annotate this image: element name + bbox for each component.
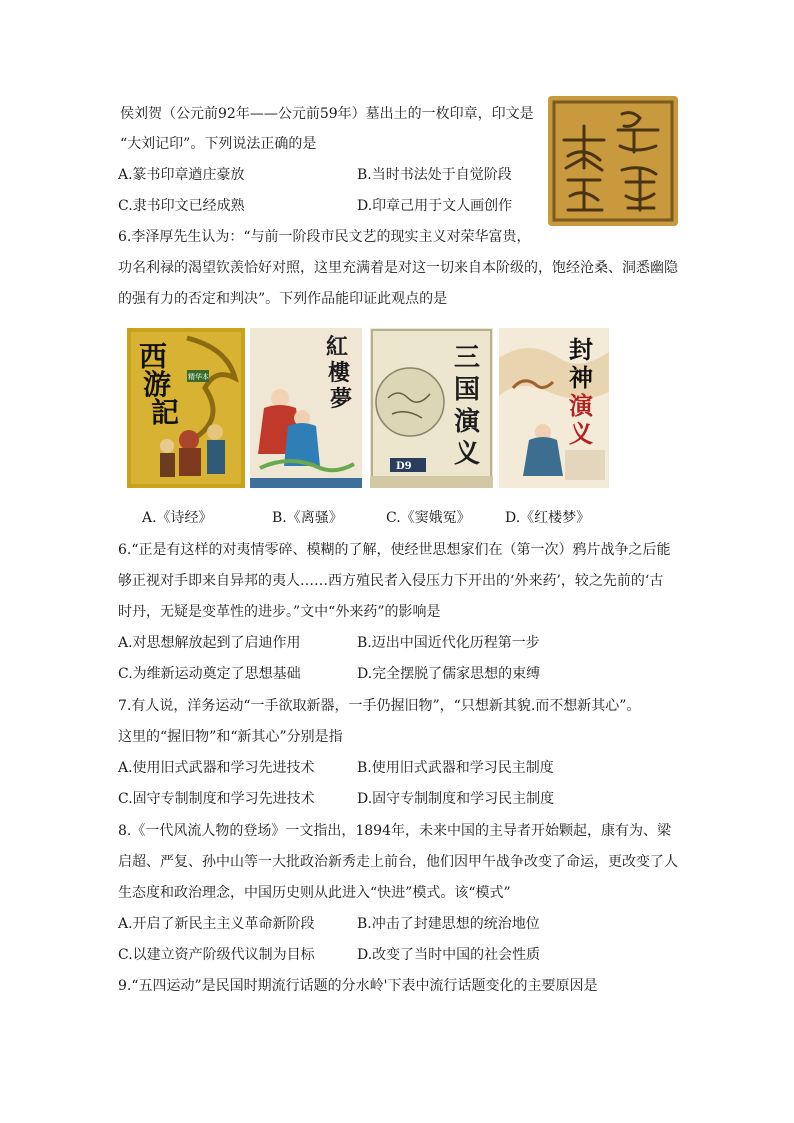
seal-image <box>548 96 678 226</box>
q5-option-a: A.篆书印章遒庄豪放 <box>118 167 245 183</box>
svg-text:紅: 紅 <box>326 334 349 360</box>
q8-option-b: B.冲击了封建思想的统治地位 <box>357 916 540 932</box>
svg-text:樓: 樓 <box>328 360 351 386</box>
cover-hongloumeng <box>250 328 362 488</box>
cover-fengshenyanyi <box>499 328 609 488</box>
q5-line-2: “大刘记印”。下列说法正确的是 <box>120 136 317 152</box>
q6b-option-a: A.对思想解放起到了启迪作用 <box>118 635 301 651</box>
q6a-option-b: B.《离骚》 <box>272 510 343 526</box>
svg-text:国: 国 <box>454 375 481 405</box>
svg-text:演: 演 <box>569 391 593 420</box>
q7-option-a: A.使用旧式武器和学习先进技术 <box>118 760 315 776</box>
svg-text:演: 演 <box>454 407 481 437</box>
q6b-option-b: B.迈出中国近代化历程第一步 <box>357 635 540 651</box>
svg-text:神: 神 <box>569 363 593 392</box>
q7-option-b: B.使用旧式武器和学习民主制度 <box>357 760 554 776</box>
q6a-option-d: D.《红楼梦》 <box>505 510 591 526</box>
q6a-line-3: 的强有力的否定和判决”。下列作品能印证此观点的是 <box>118 291 448 307</box>
q5-option-b: B.当时书法处于自觉阶段 <box>357 167 512 183</box>
q9-line-1: 9.“五四运动”是民国时期流行话题的分水岭'下表中流行话题变化的主要原因是 <box>118 978 598 994</box>
svg-text:記: 記 <box>151 396 180 429</box>
svg-text:义: 义 <box>454 439 481 469</box>
q7-line-2: 这里的“握旧物”和“新其心”分别是指 <box>118 729 343 745</box>
svg-text:封: 封 <box>569 335 593 364</box>
q7-line-1: 7.有人说，洋务运动“一手欲取新器，一手仍握旧物”，“只想新其貌.而不想新其心”。 <box>118 698 641 714</box>
q6b-option-c: C.为维新运动奠定了思想基础 <box>118 666 301 682</box>
q7-option-d: D.固守专制制度和学习民主制度 <box>357 791 555 807</box>
svg-text:游: 游 <box>143 368 172 401</box>
svg-text:义: 义 <box>569 419 593 448</box>
q8-line-2: 启超、严复、孙中山等一大批政治新秀走上前台，他们因甲午战争改变了命运，更改变了人 <box>118 854 678 870</box>
cover-sanguoyanyi-tag: D9 <box>396 461 412 472</box>
q8-option-d: D.改变了当时中国的社会性质 <box>357 947 541 963</box>
q6a-option-c: C.《窦娥冤》 <box>386 510 471 526</box>
q6b-line-3: 时丹，无疑是变革性的进步。”文中“外来药”的影响是 <box>118 604 441 620</box>
svg-text:三: 三 <box>454 343 481 373</box>
q5-line-1: 侯刘贺（公元前92年——公元前59年）墓出土的一枚印章，印文是 <box>120 106 534 122</box>
q8-line-1: 8.《一代风流人物的登场》一文指出，1894年，未来中国的主导者开始颗起，康有为、梁 <box>118 823 671 839</box>
q8-line-3: 生态度和政治理念，中国历史则从此进入“快进”模式。该“模式” <box>118 885 511 901</box>
cover-xiyouji-tag: 精华本 <box>188 373 209 381</box>
cover-xiyouji <box>127 328 245 488</box>
q6b-line-2: 够正视对手即来自异邦的夷人……西方殖民者入侵压力下开出的‘外来药’，较之先前的‘古 <box>118 573 664 589</box>
cover-sanguoyanyi <box>370 328 493 488</box>
q6b-option-d: D.完全摆脱了儒家思想的束缚 <box>357 666 541 682</box>
q5-option-d: D.印章己用于文人画创作 <box>357 198 513 214</box>
q8-option-a: A.开启了新民主主义革命新阶段 <box>118 916 315 932</box>
q5-option-c: C.隶书印文已经成熟 <box>118 198 245 214</box>
q6a-line-1: 6.李泽厚先生认为：“与前一阶段市民文艺的现实主义对荣华富贵， <box>118 229 531 245</box>
svg-text:夢: 夢 <box>330 386 353 412</box>
q6b-line-1: 6.“正是有这样的对夷情零碎、模糊的了解，使经世思想家们在（第一次）鸦片战争之后能 <box>118 542 671 558</box>
q7-option-c: C.固守专制制度和学习先进技术 <box>118 791 315 807</box>
q6a-line-2: 功名利禄的渴望钦羡恰好对照，这里充满着是对这一切来自本阶级的，饱经沧桑、洞悉幽隐 <box>118 260 678 276</box>
svg-text:西: 西 <box>139 340 168 373</box>
q6a-option-a: A.《诗经》 <box>142 510 213 526</box>
q8-option-c: C.以建立资产阶级代议制为目标 <box>118 947 315 963</box>
